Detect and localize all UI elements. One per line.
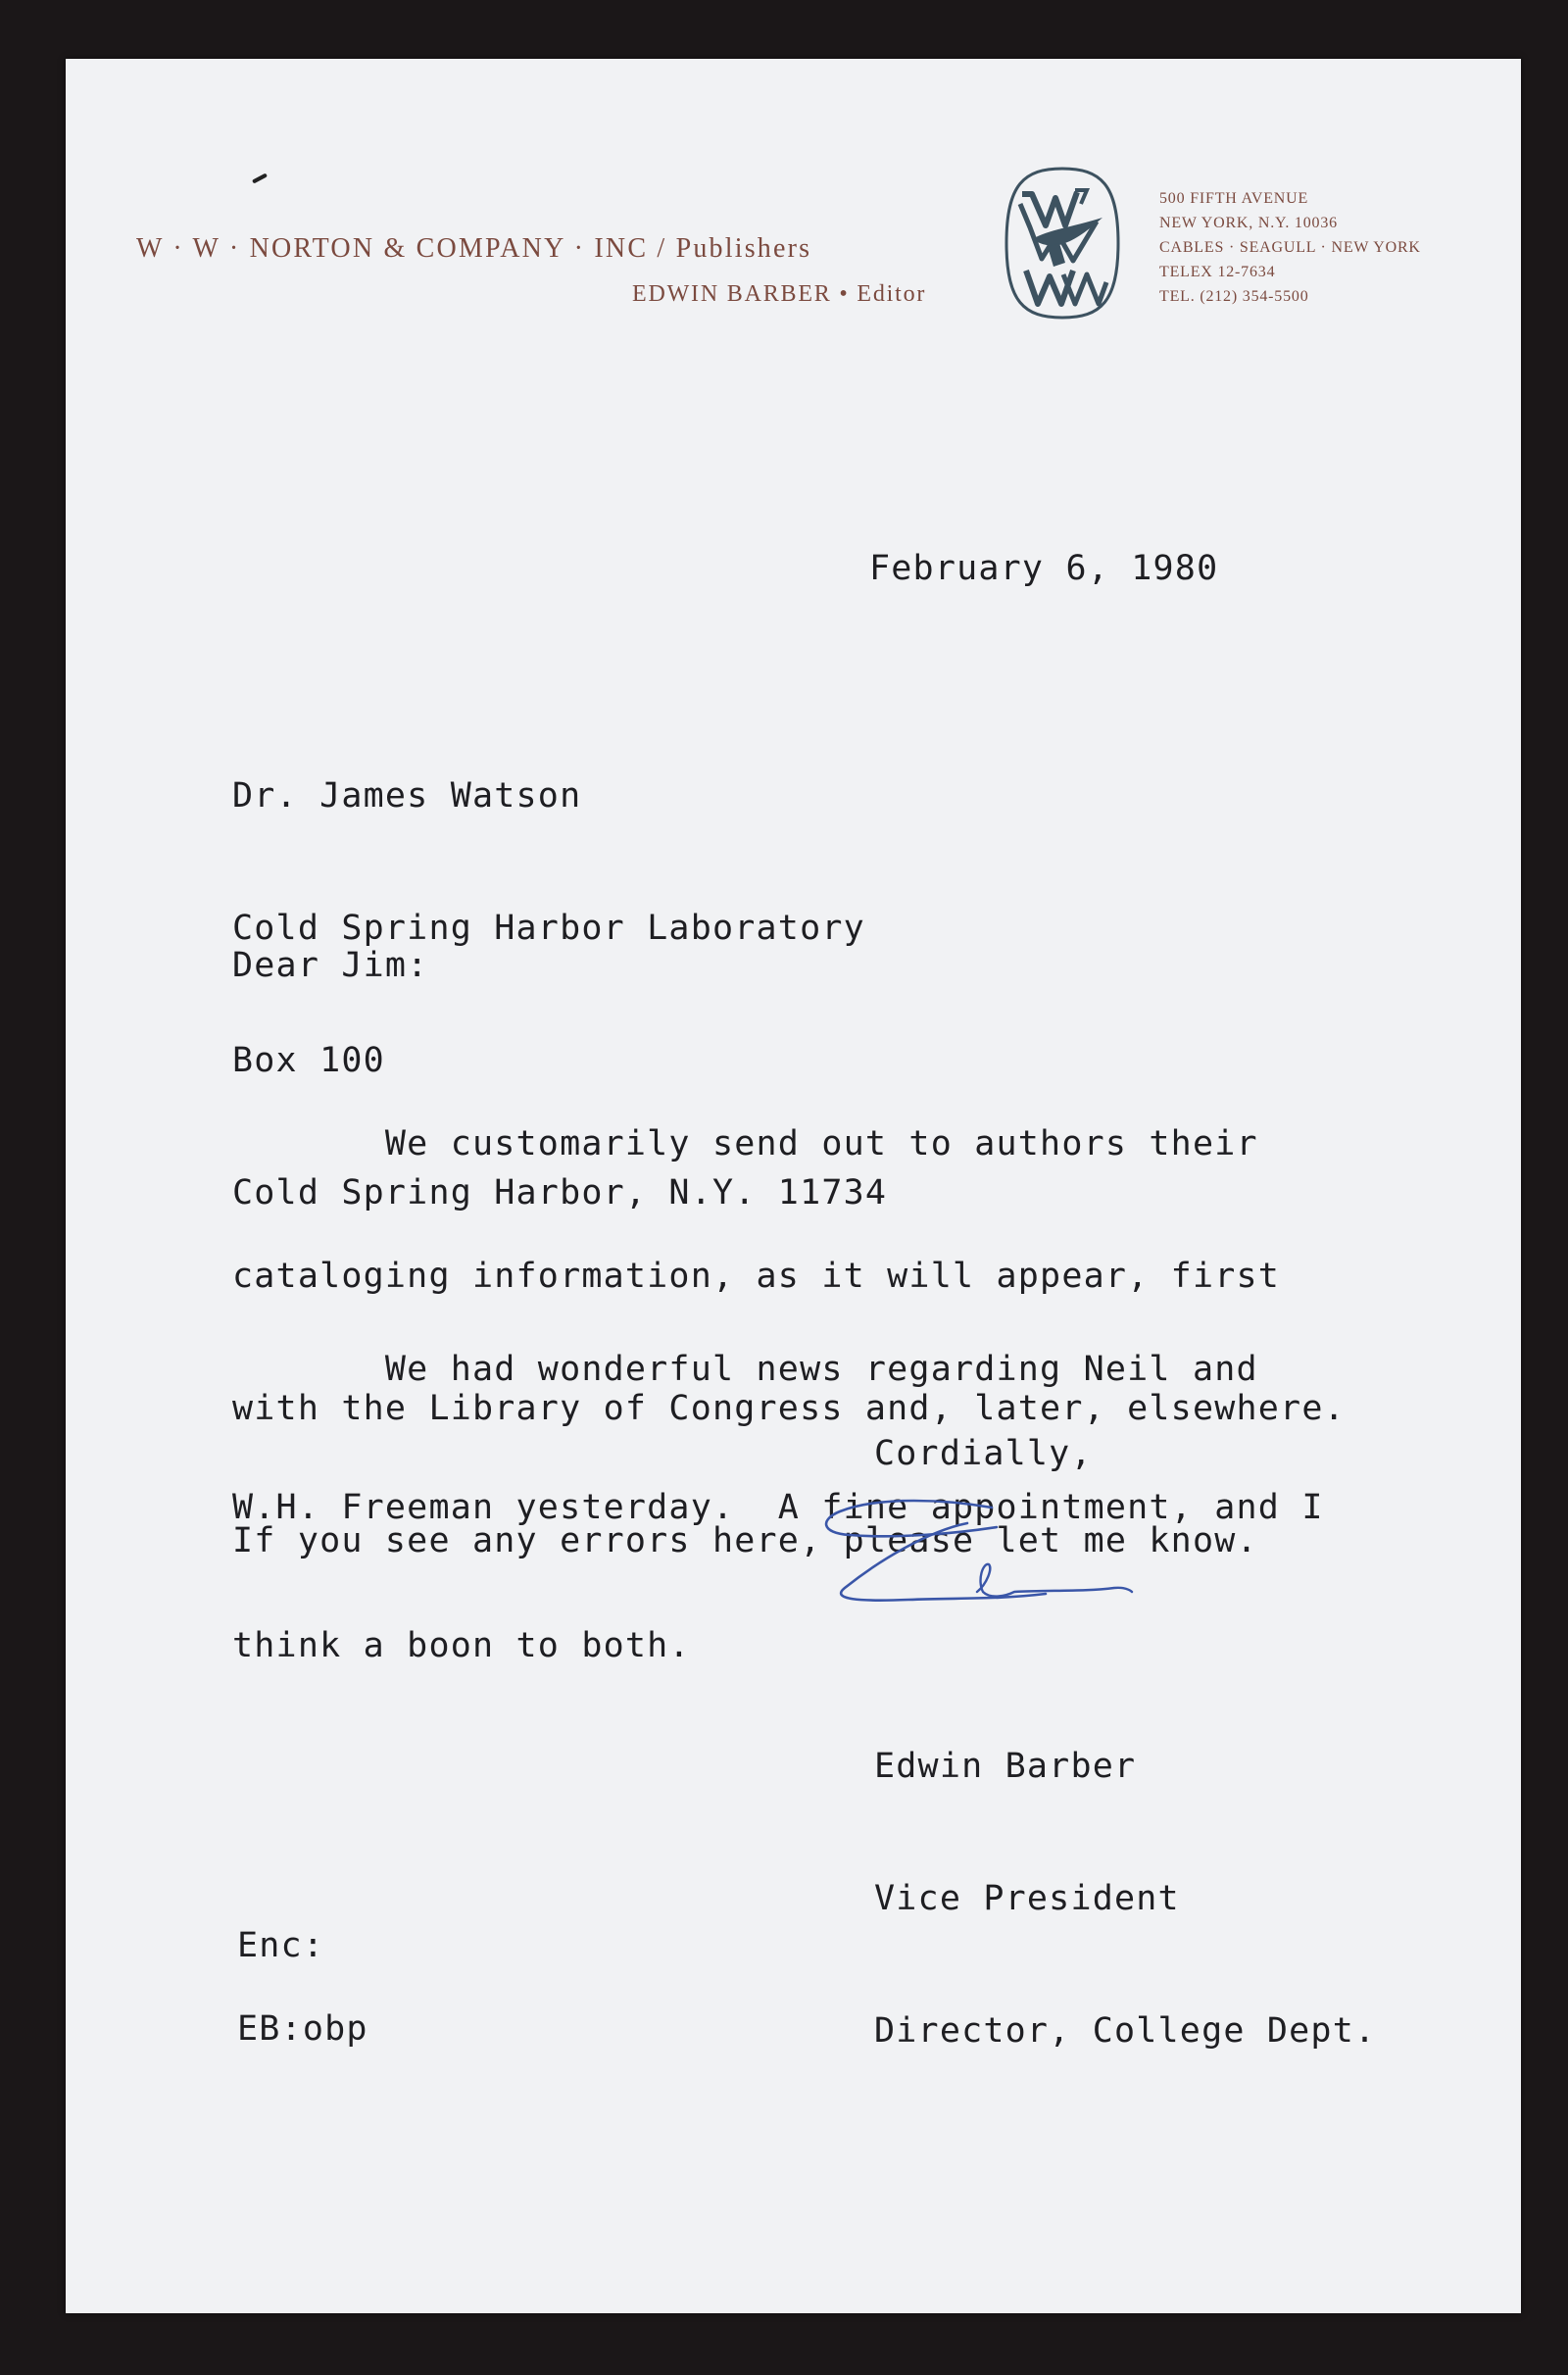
address-line: TEL. (212) 354-5500 [1159, 288, 1309, 305]
recipient-line: Cold Spring Harbor, N.Y. 11734 [232, 1173, 888, 1212]
letterhead-address [1159, 186, 1421, 309]
ww-norton-seagull-logo-icon [1003, 165, 1122, 322]
address-line: 500 FIFTH AVENUE [1159, 190, 1309, 207]
signer-block [874, 1657, 1376, 2142]
paragraph-line: We customarily send out to authors their [232, 1124, 1258, 1163]
closing: Cordially, [874, 1434, 1093, 1473]
enclosure-note: Enc: [237, 1926, 325, 1965]
signer-line: Edwin Barber [874, 1747, 1137, 1786]
letter-page [66, 59, 1521, 2313]
address-line: CABLES · SEAGULL · NEW YORK [1159, 239, 1421, 256]
letterhead-company: W · W · NORTON & COMPANY · INC / Publishers [136, 233, 812, 264]
recipient-line: Cold Spring Harbor Laboratory [232, 909, 865, 948]
letterhead-editor: EDWIN BARBER • Editor [632, 281, 927, 307]
pen-mark [252, 173, 268, 183]
paragraph-line: think a boon to both. [232, 1626, 691, 1665]
signer-line: Director, College Dept. [874, 2011, 1377, 2051]
address-line: TELEX 12-7634 [1159, 264, 1276, 280]
paragraph-line: W.H. Freeman yesterday. A fine appointment, and I [232, 1488, 1324, 1527]
paragraph-line: If you see any errors here, please let me know. [232, 1521, 1258, 1560]
recipient-line: Box 100 [232, 1041, 385, 1080]
paragraph-line: cataloging information, as it will appear, first [232, 1257, 1281, 1296]
paragraph-line: We had wonderful news regarding Neil and [232, 1350, 1258, 1389]
recipient-line: Dr. James Watson [232, 776, 582, 816]
paragraph-line: with the Library of Congress and, later, elsewhere. [232, 1389, 1346, 1428]
signer-line: Vice President [874, 1879, 1180, 1918]
letter-date: February 6, 1980 [869, 549, 1219, 588]
address-line: NEW YORK, N.Y. 10036 [1159, 215, 1338, 231]
handwritten-signature-icon [820, 1490, 1144, 1637]
typist-initials: EB:obp [237, 2009, 368, 2049]
salutation: Dear Jim: [232, 946, 429, 985]
